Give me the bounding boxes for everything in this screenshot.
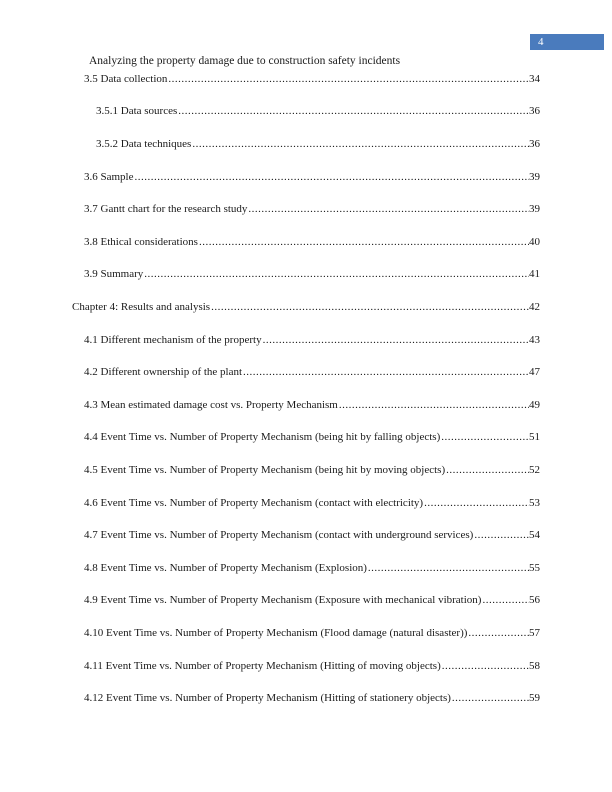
page-number: 4: [538, 36, 544, 48]
toc-entry-4-4[interactable]: [84, 430, 540, 444]
toc-entry-page: 53: [529, 497, 540, 509]
toc-entry-4-5[interactable]: [84, 463, 540, 477]
toc-entry-title: 4.11 Event Time vs. Number of Property Mechanism (Hitting of moving objects): [84, 660, 441, 672]
toc-dot-leader: [338, 398, 529, 412]
toc-entry-page: 49: [529, 399, 540, 411]
toc-entry-page: 36: [529, 138, 540, 150]
toc-entry-page: 47: [529, 366, 540, 378]
toc-entry-4-3[interactable]: [84, 398, 540, 412]
toc-entry-title: 4.7 Event Time vs. Number of Property Mechanism (contact with underground services): [84, 529, 474, 541]
toc-entry-title: 4.8 Event Time vs. Number of Property Mechanism (Explosion): [84, 562, 367, 574]
toc-entry-page: 56: [529, 594, 540, 606]
toc-entry-page: 51: [529, 431, 540, 443]
toc-entry-title: 4.1 Different mechanism of the property: [84, 334, 262, 346]
toc-dot-leader: [473, 528, 529, 542]
toc-entry-3-9[interactable]: [84, 267, 540, 281]
toc-entry-title: 3.5.2 Data techniques: [96, 138, 192, 150]
toc-dot-leader: [467, 626, 529, 640]
toc-entry-3-8[interactable]: [84, 235, 540, 249]
toc-dot-leader: [423, 496, 529, 510]
toc-entry-page: 42: [529, 301, 540, 313]
toc-dot-leader: [441, 659, 529, 673]
toc-entry-page: 39: [529, 203, 540, 215]
toc-entry-page: 36: [529, 105, 540, 117]
toc-entry-title: 4.5 Event Time vs. Number of Property Mechanism (being hit by moving objects): [84, 464, 446, 476]
toc-entry-title: 4.6 Event Time vs. Number of Property Mechanism (contact with electricity): [84, 497, 424, 509]
toc-entry-title: 4.10 Event Time vs. Number of Property Mechanism (Flood damage (natural disaster)): [84, 627, 468, 639]
toc-entry-page: 55: [529, 562, 540, 574]
toc-dot-leader: [440, 430, 529, 444]
toc-entry-4-1[interactable]: [84, 333, 540, 347]
toc-entry-3-7[interactable]: [84, 202, 540, 216]
toc-entry-title: 4.3 Mean estimated damage cost vs. Property Mechanism: [84, 399, 338, 411]
toc-entry-page: 58: [529, 660, 540, 672]
toc-entry-title: 4.12 Event Time vs. Number of Property Mechanism (Hitting of stationery objects): [84, 692, 451, 704]
toc-entry-4-10[interactable]: [84, 626, 540, 640]
toc-dot-leader: [134, 170, 530, 184]
toc-entry-page: 43: [529, 334, 540, 346]
toc-dot-leader: [210, 300, 529, 314]
toc-entry-3-5[interactable]: [84, 72, 540, 86]
toc-entry-chapter-4[interactable]: [72, 300, 540, 314]
toc-dot-leader: [191, 137, 529, 151]
toc-entry-3-6[interactable]: [84, 170, 540, 184]
toc-entry-title: Chapter 4: Results and analysis: [72, 301, 211, 313]
toc-entry-title: 3.5.1 Data sources: [96, 105, 178, 117]
toc-dot-leader: [198, 235, 529, 249]
toc-entry-page: 54: [529, 529, 540, 541]
toc-entry-3-5-2[interactable]: [96, 137, 540, 151]
toc-entry-4-12[interactable]: [84, 691, 540, 705]
toc-entry-3-5-1[interactable]: [96, 104, 540, 118]
toc-entry-page: 41: [529, 268, 540, 280]
toc-entry-4-7[interactable]: [84, 528, 540, 542]
toc-entry-page: 52: [529, 464, 540, 476]
toc-dot-leader: [445, 463, 529, 477]
toc-entry-4-6[interactable]: [84, 496, 540, 510]
toc-entry-title: 4.4 Event Time vs. Number of Property Mechanism (being hit by falling objects): [84, 431, 441, 443]
toc-dot-leader: [451, 691, 529, 705]
toc-entry-title: 4.9 Event Time vs. Number of Property Mechanism (Exposure with mechanical vibration): [84, 594, 482, 606]
toc-dot-leader: [167, 72, 529, 86]
toc-entry-title: 3.5 Data collection: [84, 73, 168, 85]
toc-entry-title: 3.9 Summary: [84, 268, 144, 280]
toc-entry-title: 3.8 Ethical considerations: [84, 236, 198, 248]
toc-entry-page: 40: [529, 236, 540, 248]
toc-entry-page: 59: [529, 692, 540, 704]
toc-dot-leader: [242, 365, 529, 379]
toc-entry-title: 3.6 Sample: [84, 171, 134, 183]
toc-dot-leader: [262, 333, 529, 347]
toc-dot-leader: [367, 561, 529, 575]
toc-dot-leader: [177, 104, 529, 118]
toc-entry-4-11[interactable]: [84, 659, 540, 673]
toc-entry-4-2[interactable]: [84, 365, 540, 379]
toc-entry-page: 39: [529, 171, 540, 183]
toc-entry-4-9[interactable]: [84, 593, 540, 607]
toc-dot-leader: [143, 267, 529, 281]
toc-entry-4-8[interactable]: [84, 561, 540, 575]
toc-entry-page: 57: [529, 627, 540, 639]
toc-entry-title: 3.7 Gantt chart for the research study: [84, 203, 248, 215]
toc-entry-page: 34: [529, 73, 540, 85]
toc-dot-leader: [481, 593, 529, 607]
running-header-title: Analyzing the property damage due to construction safety incidents: [89, 55, 401, 67]
toc-entry-title: 4.2 Different ownership of the plant: [84, 366, 243, 378]
toc-dot-leader: [247, 202, 529, 216]
